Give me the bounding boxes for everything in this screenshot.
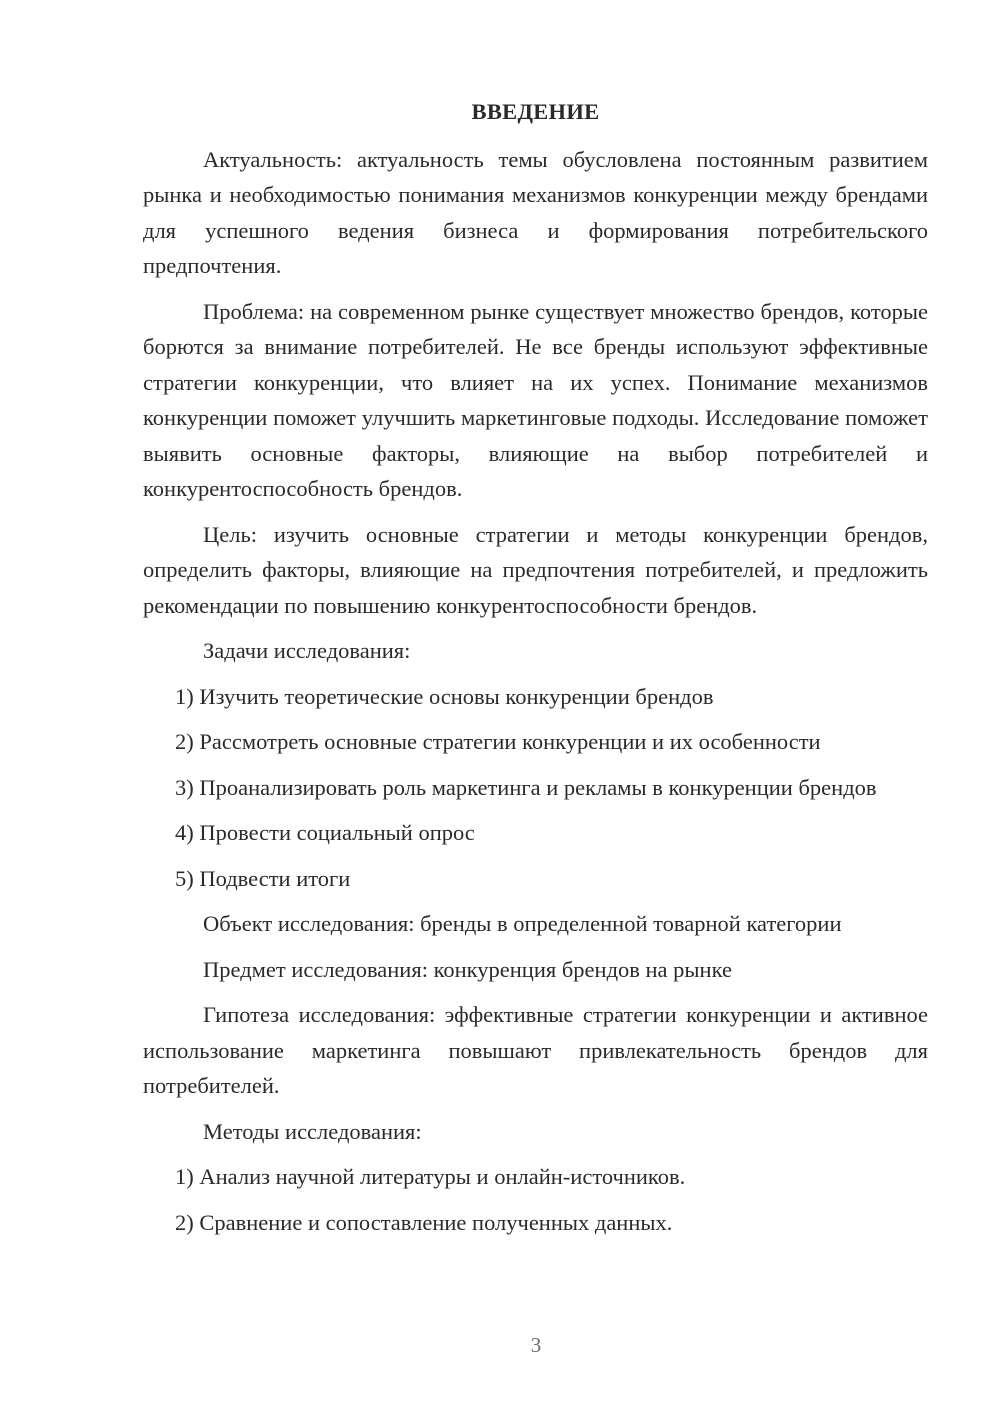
document-body bbox=[143, 94, 928, 1250]
list-item: 3) Проанализировать роль маркетинга и рекламы в конкуренции брендов bbox=[175, 774, 877, 800]
hypothesis-paragraph: Гипотеза исследования: эффективные стратегии конкуренции и активное использование маркетинга повышают привлекательность брендов для потребителей. bbox=[143, 1002, 928, 1098]
problem-paragraph: Проблема: на современном рынке существует множество брендов, которые борются за внимание потребителей. Не все бренды используют эффективные стратегии конкуренции, что влияет на их успех. Понимание механизмов конкуренции поможет улучшить маркетинговые подходы. Исследование поможет выявить основные факторы, влияющие на выбор потребителей и конкурентоспособность брендов. bbox=[143, 298, 928, 501]
list-item: 2) Сравнение и сопоставление полученных данных. bbox=[175, 1209, 673, 1235]
list-item: 4) Провести социальный опрос bbox=[175, 820, 475, 845]
methods-heading: Методы исследования: bbox=[203, 1118, 422, 1144]
list-item: 2) Рассмотреть основные стратегии конкуренции и их особенности bbox=[175, 729, 821, 754]
goal-paragraph: Цель: изучить основные стратегии и методы конкуренции брендов, определить факторы, влияющие на предпочтения потребителей, и предложить рекомендации по повышению конкурентоспособности брендов. bbox=[143, 521, 928, 618]
page-number: 3 bbox=[530, 1333, 542, 1357]
list-item: 1) Изучить теоретические основы конкуренции брендов bbox=[175, 683, 714, 709]
list-item: 5) Подвести итоги bbox=[175, 865, 351, 891]
tasks-list bbox=[143, 679, 928, 897]
relevance-paragraph: Актуальность: актуальность темы обусловлена постоянным развитием рынка и необходимостью понимания механизмов конкуренции между брендами для успешного ведения бизнеса и формирования потребительского предпочтения. bbox=[143, 146, 928, 278]
methods-list bbox=[143, 1159, 928, 1240]
tasks-heading: Задачи исследования: bbox=[203, 638, 411, 663]
object-line: Объект исследования: бренды в определенной товарной категории bbox=[203, 911, 842, 936]
subject-line: Предмет исследования: конкуренция брендов на рынке bbox=[203, 956, 732, 982]
document-title: ВВЕДЕНИЕ bbox=[471, 99, 600, 124]
list-item: 1) Анализ научной литературы и онлайн-источников. bbox=[175, 1164, 686, 1189]
